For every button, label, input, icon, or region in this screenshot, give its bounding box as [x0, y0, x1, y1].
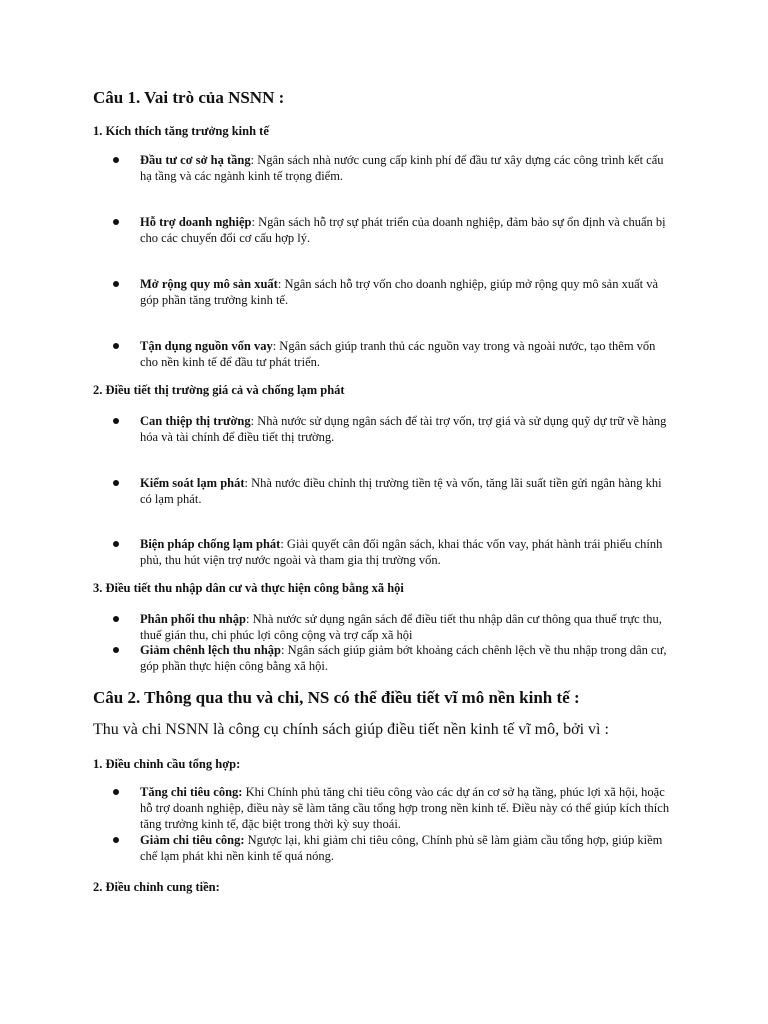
item-term: Tận dụng nguồn vốn vay — [140, 339, 273, 353]
item-text: Ngược lại, khi giảm chi tiêu công, Chính phủ sẽ làm giảm cầu tổng hợp, giúp kiềm chế lạm phát khi nền kinh tế quá nóng. — [140, 833, 663, 863]
item-text: : Ngân sách hỗ trợ vốn cho doanh nghiệp, giúp mở rộng quy mô sản xuất và góp phần tăng trưởng kinh tế. — [140, 277, 659, 307]
q2-section-2-heading: 2. Điều chỉnh cung tiền: — [93, 880, 220, 894]
bullet-icon — [113, 480, 119, 486]
list-item — [113, 611, 673, 643]
item-term: Tăng chi tiêu công: — [140, 785, 243, 799]
bullet-icon — [113, 219, 119, 225]
item-text: : Nhà nước điều chỉnh thị trường tiền tệ và vốn, tăng lãi suất tiền gửi ngân hàng khi có lạm phát. — [140, 476, 662, 506]
item-term: Biện pháp chống lạm phát — [140, 537, 281, 551]
bullet-icon — [113, 418, 119, 424]
item-term: Hỗ trợ doanh nghiệp — [140, 215, 252, 229]
q1-section-2-heading: 2. Điều tiết thị trường giá cả và chống lạm phát — [93, 383, 345, 397]
q1-section-1-heading: 1. Kích thích tăng trưởng kinh tế — [93, 124, 269, 138]
item-text: : Ngân sách giúp giảm bớt khoảng cách chênh lệch về thu nhập trong dân cư, góp phần thực hiện công bằng xã hội. — [140, 643, 667, 673]
bullet-icon — [113, 616, 119, 622]
q2-section-1-heading: 1. Điều chỉnh cầu tổng hợp: — [93, 757, 241, 771]
q1-title: Câu 1. Vai trò của NSNN : — [93, 88, 285, 107]
item-text: : Giải quyết cân đối ngân sách, khai thác vốn vay, phát hành trái phiếu chính phủ, thu hút viện trợ nước ngoài và tham gia thị trường vốn. — [140, 537, 663, 567]
q2-intro: Thu và chi NSNN là công cụ chính sách giúp điều tiết nền kinh tế vĩ mô, bởi vì : — [93, 721, 609, 738]
bullet-icon — [113, 789, 119, 795]
list-item — [113, 338, 673, 370]
bullet-icon — [113, 647, 119, 653]
item-term: Giảm chi tiêu công: — [140, 833, 245, 847]
item-term: Mở rộng quy mô sản xuất — [140, 277, 278, 291]
list-item — [113, 276, 673, 308]
list-item — [113, 214, 673, 246]
bullet-icon — [113, 157, 119, 163]
item-text: : Ngân sách nhà nước cung cấp kinh phí để đầu tư xây dựng các công trình kết cấu hạ tầng và các ngành kinh tế trọng điểm. — [140, 153, 664, 183]
item-term: Phân phối thu nhập — [140, 612, 246, 626]
list-item — [113, 642, 673, 674]
q2-title: Câu 2. Thông qua thu và chi, NS có thể điều tiết vĩ mô nền kinh tế : — [93, 688, 580, 707]
item-term: Can thiệp thị trường — [140, 414, 251, 428]
bullet-icon — [113, 343, 119, 349]
bullet-icon — [113, 281, 119, 287]
list-item — [113, 832, 673, 864]
list-item — [113, 413, 673, 445]
item-text: : Ngân sách hỗ trợ sự phát triển của doanh nghiệp, đảm bảo sự ổn định và chuẩn bị cho các chuyển đổi cơ cấu hợp lý. — [140, 215, 666, 245]
bullet-icon — [113, 837, 119, 843]
item-term: Giảm chênh lệch thu nhập — [140, 643, 282, 657]
list-item — [113, 784, 673, 832]
q1-section-3-heading: 3. Điều tiết thu nhập dân cư và thực hiện công bằng xã hội — [93, 581, 404, 595]
bullet-icon — [113, 541, 119, 547]
item-term: Đầu tư cơ sở hạ tầng — [140, 153, 251, 167]
item-text: Khi Chính phủ tăng chi tiêu công vào các dự án cơ sở hạ tầng, phúc lợi xã hội, hoặc hỗ trợ doanh nghiệp, điều này sẽ làm tăng cầu tổng hợp trong nền kinh tế. Điều này có thể giúp kích thích tăng trưởng kinh tế, đặc biệt trong thời kỳ suy thoái. — [140, 785, 670, 831]
list-item — [113, 475, 673, 507]
item-text: : Nhà nước sử dụng ngân sách để tài trợ vốn, trợ giá và sử dụng quỹ dự trữ về hàng hóa và tài chính để điều tiết thị trường. — [140, 414, 667, 444]
list-item — [113, 536, 673, 568]
item-text: : Ngân sách giúp tranh thủ các nguồn vay trong và ngoài nước, tạo thêm vốn cho nền kinh tế để đầu tư phát triển. — [140, 339, 656, 369]
list-item — [113, 152, 673, 184]
item-term: Kiểm soát lạm phát — [140, 476, 245, 490]
item-text: : Nhà nước sử dụng ngân sách để điều tiết thu nhập dân cư thông qua thuế trực thu, thuế gián thu, chi phúc lợi công cộng và trợ cấp xã hội — [140, 612, 662, 642]
